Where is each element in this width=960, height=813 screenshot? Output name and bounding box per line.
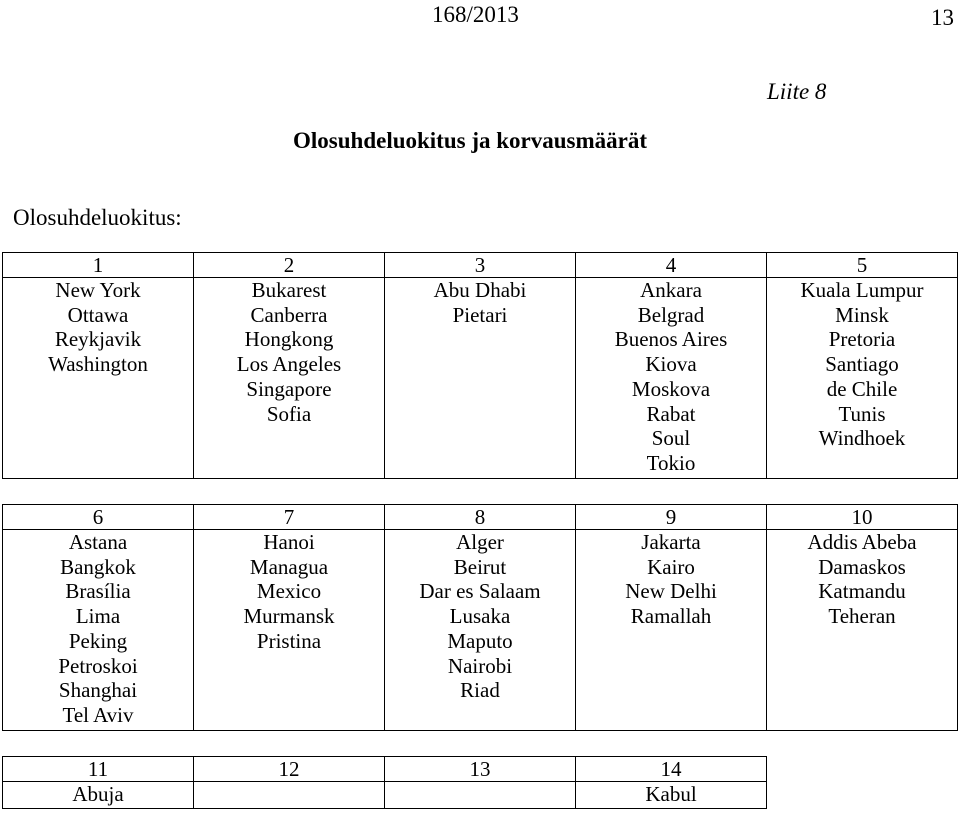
city-name: Ramallah (630, 604, 712, 629)
group-number: 4 (576, 253, 767, 278)
classification-table-groups-6-10 (2, 504, 958, 731)
group-cities-cell (576, 530, 767, 731)
group-number-row (3, 253, 958, 278)
city-name: Soul (651, 426, 691, 451)
city-name: Reykjavik (54, 327, 142, 352)
city-name: Santiago (825, 352, 899, 377)
group-number: 9 (576, 505, 767, 530)
city-name: Los Angeles (236, 352, 342, 377)
city-name: Bangkok (60, 554, 136, 579)
city-name: Abuja (72, 782, 124, 806)
annex-label: Liite 8 (767, 79, 827, 104)
city-name: Pristina (256, 628, 322, 653)
city-name: Nairobi (447, 653, 513, 678)
city-name: Tel Aviv (62, 702, 134, 727)
page-number: 13 (931, 5, 954, 30)
group-cities-row (3, 782, 767, 809)
group-number: 13 (385, 757, 576, 782)
city-name: Damaskos (818, 554, 906, 579)
group-cities-cell (385, 278, 576, 479)
city-name: Brasília (65, 579, 131, 604)
city-name: Kabul (645, 782, 697, 806)
city-name: Beirut (453, 554, 507, 579)
city-name: Mexico (256, 579, 322, 604)
city-name: Hanoi (263, 530, 315, 554)
city-name: Lusaka (449, 604, 511, 629)
city-name: Minsk (835, 302, 889, 327)
city-name: Jakarta (641, 530, 701, 554)
city-name: Windhoek (818, 426, 906, 451)
section-subtitle: Olosuhdeluokitus: (13, 205, 182, 230)
city-name: Ottawa (67, 302, 129, 327)
city-name: Katmandu (818, 579, 906, 604)
city-name: Washington (48, 352, 148, 377)
group-cities-cell (576, 782, 767, 809)
city-name: Moskova (631, 376, 711, 401)
city-name: Murmansk (243, 604, 335, 629)
group-number: 6 (3, 505, 194, 530)
city-name: Kairo (647, 554, 695, 579)
city-name: Abu Dhabi (433, 278, 527, 302)
city-name: Alger (456, 530, 504, 554)
city-name: Canberra (250, 302, 328, 327)
city-name: New York (55, 278, 141, 302)
city-name: Ankara (640, 278, 702, 302)
city-name: Riad (460, 678, 500, 703)
classification-table-groups-11-14 (2, 756, 767, 809)
city-name: Kiova (645, 352, 697, 377)
group-number: 14 (576, 757, 767, 782)
city-name: Dar es Salaam (419, 579, 541, 604)
group-number-row (3, 757, 767, 782)
group-number-row (3, 505, 958, 530)
group-cities-cell (3, 530, 194, 731)
group-cities-cell (3, 782, 194, 809)
group-cities-cell (194, 782, 385, 809)
city-name: Tokio (646, 450, 696, 475)
city-name: Lima (75, 604, 121, 629)
group-number: 2 (194, 253, 385, 278)
page-title: Olosuhdeluokitus ja korvausmäärät (293, 128, 648, 153)
city-name: Belgrad (637, 302, 705, 327)
city-name: Kuala Lumpur (800, 278, 924, 302)
classification-table-groups-1-5 (2, 252, 958, 479)
city-name: Pretoria (828, 327, 896, 352)
city-name: de Chile (826, 376, 898, 401)
group-cities-cell (3, 278, 194, 479)
city-name: Addis Abeba (807, 530, 917, 554)
city-name: Peking (68, 628, 128, 653)
group-cities-row (3, 278, 958, 479)
group-number: 12 (194, 757, 385, 782)
group-number: 1 (3, 253, 194, 278)
group-cities-cell (767, 530, 958, 731)
group-cities-cell (576, 278, 767, 479)
city-name: Shanghai (58, 678, 138, 703)
city-name: Bukarest (251, 278, 327, 302)
document-reference: 168/2013 (432, 2, 519, 27)
group-cities-cell (194, 278, 385, 479)
city-name: Sofia (266, 401, 312, 426)
city-name: Maputo (447, 628, 513, 653)
group-number: 8 (385, 505, 576, 530)
group-cities-cell (194, 530, 385, 731)
city-name: Teheran (828, 604, 896, 629)
city-name: Pietari (452, 302, 508, 327)
city-name: Buenos Aires (614, 327, 728, 352)
group-number: 3 (385, 253, 576, 278)
group-number: 10 (767, 505, 958, 530)
city-name: Managua (249, 554, 329, 579)
group-cities-cell (767, 278, 958, 479)
group-number: 5 (767, 253, 958, 278)
group-cities-cell (385, 782, 576, 809)
city-name: Hongkong (244, 327, 334, 352)
group-cities-cell (385, 530, 576, 731)
group-cities-row (3, 530, 958, 731)
city-name: Rabat (646, 401, 696, 426)
group-number: 7 (194, 505, 385, 530)
city-name: Astana (68, 530, 128, 554)
city-name: Singapore (246, 376, 332, 401)
group-number: 11 (3, 757, 194, 782)
city-name: Tunis (838, 401, 886, 426)
city-name: Petroskoi (58, 653, 138, 678)
city-name: New Delhi (625, 579, 717, 604)
